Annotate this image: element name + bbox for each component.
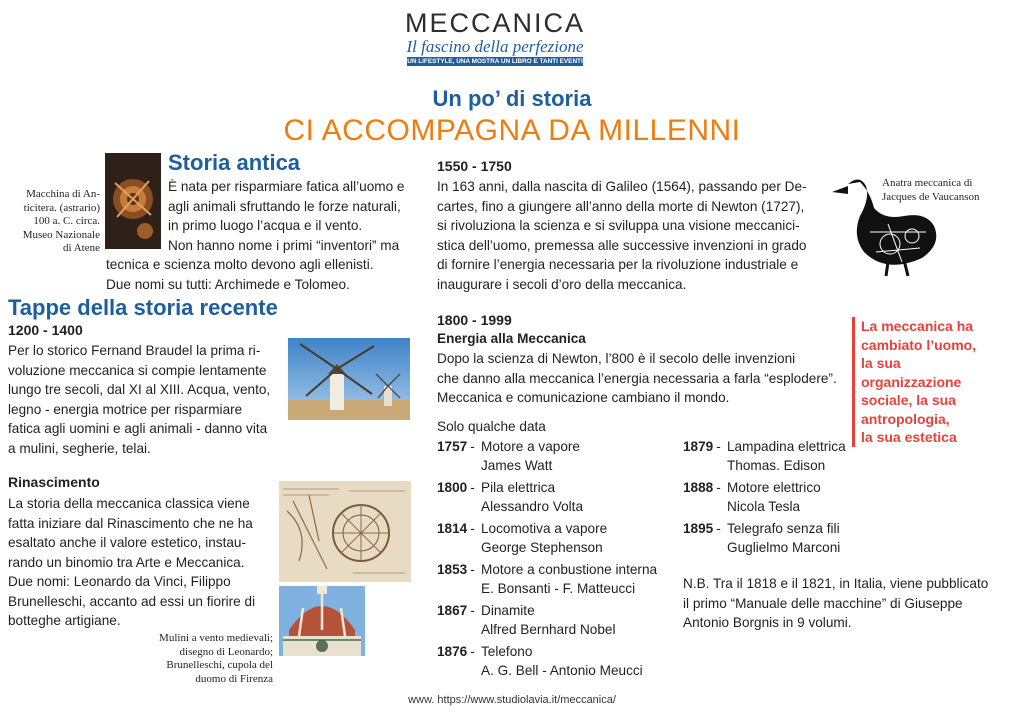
period-1550-text: In 163 anni, dalla nascita di Galileo (1564), passando per De- cartes, fino a giungere all’anno della morte di Newton (1727), si rivoluziona la scienza e si sviluppa una visione meccanici- stica dell’uomo, premessa alle successive invenzioni in grado di fornire l’energia necessaria per la rivoluzione industriale e inaugurare i secoli d’oro della meccanica. [437, 179, 807, 292]
storia-antica-title: Storia antica [168, 150, 301, 175]
rinascimento-title: Rinascimento [8, 474, 100, 490]
recente-caption: Mulini a vento medievali; disegno di Leonardo; Brunelleschi, cupola del duomo di Firenza [159, 632, 273, 685]
logo [400, 8, 590, 66]
logo-subtitle: Il fascino della perfezione [406, 37, 584, 56]
period-1800-text: Dopo la scienza di Newton, l’800 è il secolo delle invenzioni che danno alla meccanica l’energia necessaria a farla “esplodere”. Meccanica e comunicazione cambiano il mondo. [437, 351, 837, 405]
highlight-quote: La meccanica ha cambiato l’uomo, la sua organizzazione sociale, la sua antropologia, la sua estetica [852, 317, 1002, 447]
list-item: 1814 - Locomotiva a vapore George Stephenson [437, 521, 608, 555]
footer-url[interactable]: www. https://www.studiolavia.it/meccanica/ [408, 694, 616, 706]
logo-title: MECCANICA [404, 8, 585, 38]
page-headline: CI ACCOMPAGNA DA MILLENNI [283, 114, 741, 147]
period-1550-title: 1550 - 1750 [437, 158, 512, 174]
windmills-image [288, 338, 410, 420]
duck-caption: Anatra meccanica di Jacques de Vaucanson [882, 177, 980, 203]
dates-intro: Solo qualche data [437, 419, 546, 434]
list-item: 1879 - Lampadina elettrica Thomas. Edison [683, 439, 846, 473]
list-item: 1800 - Pila elettrica Alessandro Volta [437, 480, 584, 514]
list-item: 1853 - Motore a conbustione interna E. Bonsanti - F. Matteucci [437, 562, 658, 596]
logo-band: UN LIFESTYLE, UNA MOSTRA UN LIBRO E TANTI EVENTI [407, 58, 583, 65]
period-1200-text: Per lo storico Fernand Braudel la prima ri- voluzione meccanica si compie lentamente lungo tre secoli, dal XI al XIII. Acqua, vento, legno - energia motrice per risparmiare fatica agli uomini e agli animali - danno vita a mulini, segherie, telai. [8, 343, 271, 456]
period-1200-title: 1200 - 1400 [8, 322, 83, 338]
duomo-firenze-image [279, 586, 365, 656]
antikythera-image [105, 153, 161, 249]
antikythera-caption: Macchina di An- ticitera. (astrario) 100 a. C. circa. Museo Nazionale di Atene [22, 188, 100, 254]
leonardo-drawing-image [279, 481, 411, 582]
list-item: 1895 - Telegrafo senza fili Guglielmo Marconi [683, 521, 841, 555]
list-item: 1888 - Motore elettrico Nicola Tesla [683, 480, 821, 514]
period-1800-title: 1800 - 1999 [437, 312, 512, 328]
storia-recente-title: Tappe della storia recente [8, 295, 278, 320]
page-kicker: Un po’ di storia [432, 86, 592, 111]
storia-antica-text-end: tecnica e scienza molto devono agli ellenisti. Due nomi su tutti: Archimede e Tolomeo. [106, 257, 374, 292]
list-item: 1876 - Telefono A. G. Bell - Antonio Meucci [437, 644, 643, 678]
rinascimento-text: La storia della meccanica classica viene fatta iniziare dal Rinascimento che ne ha esaltato anche il valore estetico, instau- rando un binomio tra Arte e Meccanica. Due nomi: Leonardo da Vinci, Filippo Brunelleschi, accanto ad essi un fiorire di botteghe artigiane. [8, 496, 256, 628]
nb-note: N.B. Tra il 1818 e il 1821, in Italia, viene pubblicato il primo “Manuale delle macchine” di Giuseppe Antonio Borgnis in 9 volumi. [683, 576, 989, 630]
period-1800-subtitle: Energia alla Meccanica [437, 331, 586, 346]
list-item: 1757 - Motore a vapore James Watt [437, 439, 580, 473]
list-item: 1867 - Dinamite Alfred Bernhard Nobel [437, 603, 616, 637]
storia-antica-text: È nata per risparmiare fatica all’uomo e agli animali sfruttando le forze naturali, in primo luogo l’acqua e il vento. Non hanno nome i primi “inventori” ma [168, 179, 405, 253]
